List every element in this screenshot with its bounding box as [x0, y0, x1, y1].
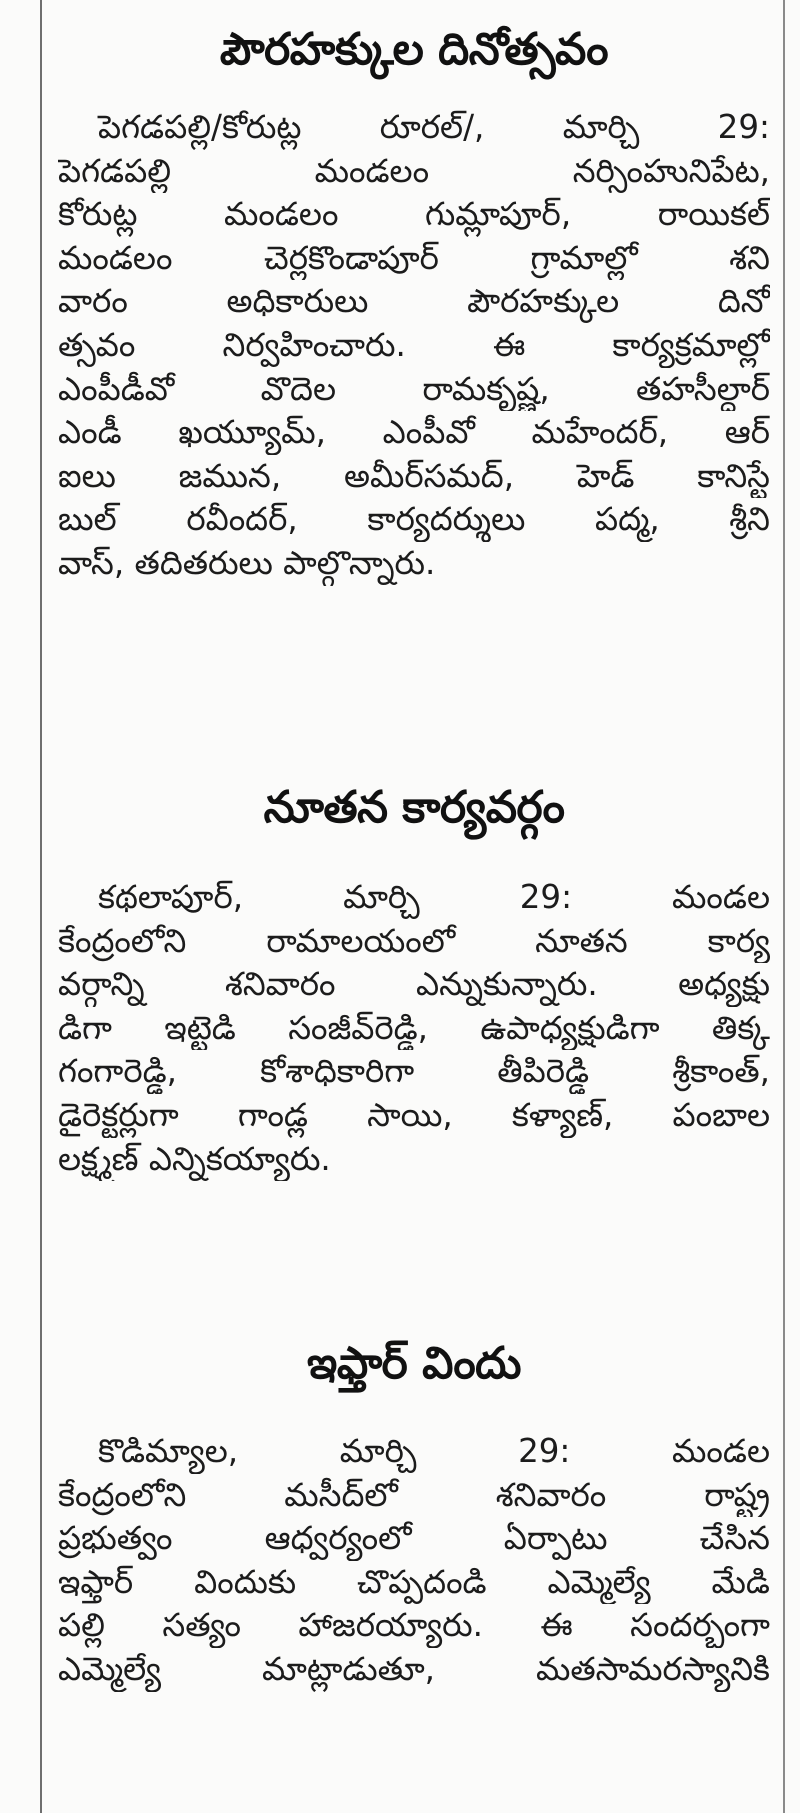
article-line: ఎమ్మెల్యే మాట్లాడుతూ, మతసామరస్యానికి: [58, 1649, 770, 1688]
article-body: [58, 106, 770, 586]
article-line: కేంద్రంలోని రామాలయంలో నూతన కార్య: [58, 921, 770, 960]
article-line: బుల్ రవీందర్, కార్యదర్శులు పద్మ, శ్రీని: [58, 500, 770, 539]
article-line: ఇఫ్తార్ విందుకు చొప్పదండి ఎమ్మెల్యే మేడి: [58, 1562, 770, 1601]
article-line: కొడిమ్యాల, మార్చి 29: మండల: [98, 1432, 770, 1470]
article-iftar-dinner: [58, 1322, 770, 1692]
article-headline: ఇఫ్తార్ విందు: [307, 1338, 521, 1389]
article-new-committee: [58, 766, 770, 1181]
article-civil-rights-day: [58, 8, 770, 586]
article-line: పెగడపల్లి/కోరుట్ల రూరల్/, మార్చి 29:: [98, 108, 770, 146]
column-rule-left: [40, 0, 42, 1813]
article-body: [58, 876, 770, 1181]
article-line: కేంద్రంలోని మసీద్‌లో శనివారం రాష్ట్ర: [58, 1475, 770, 1514]
article-line: కోరుట్ల మండలం గుమ్లాపూర్, రాయికల్: [58, 195, 770, 234]
article-line: ఎంపీడీవో వొదెల రామకృష్ణ, తహసీల్దార్: [58, 369, 770, 408]
article-headline: పౌరహక్కుల దినోత్సవం: [219, 24, 609, 75]
column-rule-right: [783, 0, 785, 1813]
article-line: త్సవం నిర్వహించారు. ఈ కార్యక్రమాల్లో: [58, 325, 770, 364]
article-line: పల్లి సత్యం హాజరయ్యారు. ఈ సందర్భంగా: [58, 1606, 770, 1645]
article-line: లక్ష్మణ్ ఎన్నికయ్యారు.: [58, 1139, 331, 1178]
article-line: డిగా ఇట్టెడి సంజీవ్‌రెడ్డి, ఉపాధ్యక్షుడిగా తిక్క: [58, 1008, 770, 1047]
news-column: [58, 0, 770, 1813]
article-body: [58, 1430, 770, 1692]
article-line: ప్రభుత్వం ఆధ్వర్యంలో ఏర్పాటు చేసిన: [58, 1519, 770, 1558]
article-line: ఐలు జమున, అమీర్‌సమద్, హెడ్ కానిస్టే: [58, 456, 770, 495]
article-line: గంగారెడ్డి, కోశాధికారిగా తీపిరెడ్డి శ్రీకాంత్,: [58, 1052, 770, 1091]
article-line: పెగడపల్లి మండలం నర్సింహునిపేట,: [58, 151, 770, 190]
article-line: డైరెక్టర్లుగా గాండ్ల సాయి, కళ్యాణ్, పంబాల: [58, 1095, 770, 1134]
article-line: కథలాపూర్, మార్చి 29: మండల: [98, 878, 770, 916]
article-line: వాస్, తదితరులు పాల్గొన్నారు.: [58, 543, 436, 582]
article-line: వారం అధికారులు పౌరహక్కుల దినో: [58, 282, 770, 321]
article-line: ఎండీ ఖయ్యూమ్, ఎంపీవో మహేందర్, ఆర్: [58, 413, 770, 452]
article-headline: నూతన కార్యవర్గం: [263, 782, 565, 833]
article-line: వర్గాన్ని శనివారం ఎన్నుకున్నారు. అధ్యక్షు: [58, 965, 770, 1004]
article-line: మండలం చెర్లకొండాపూర్ గ్రామాల్లో శని: [58, 238, 770, 277]
